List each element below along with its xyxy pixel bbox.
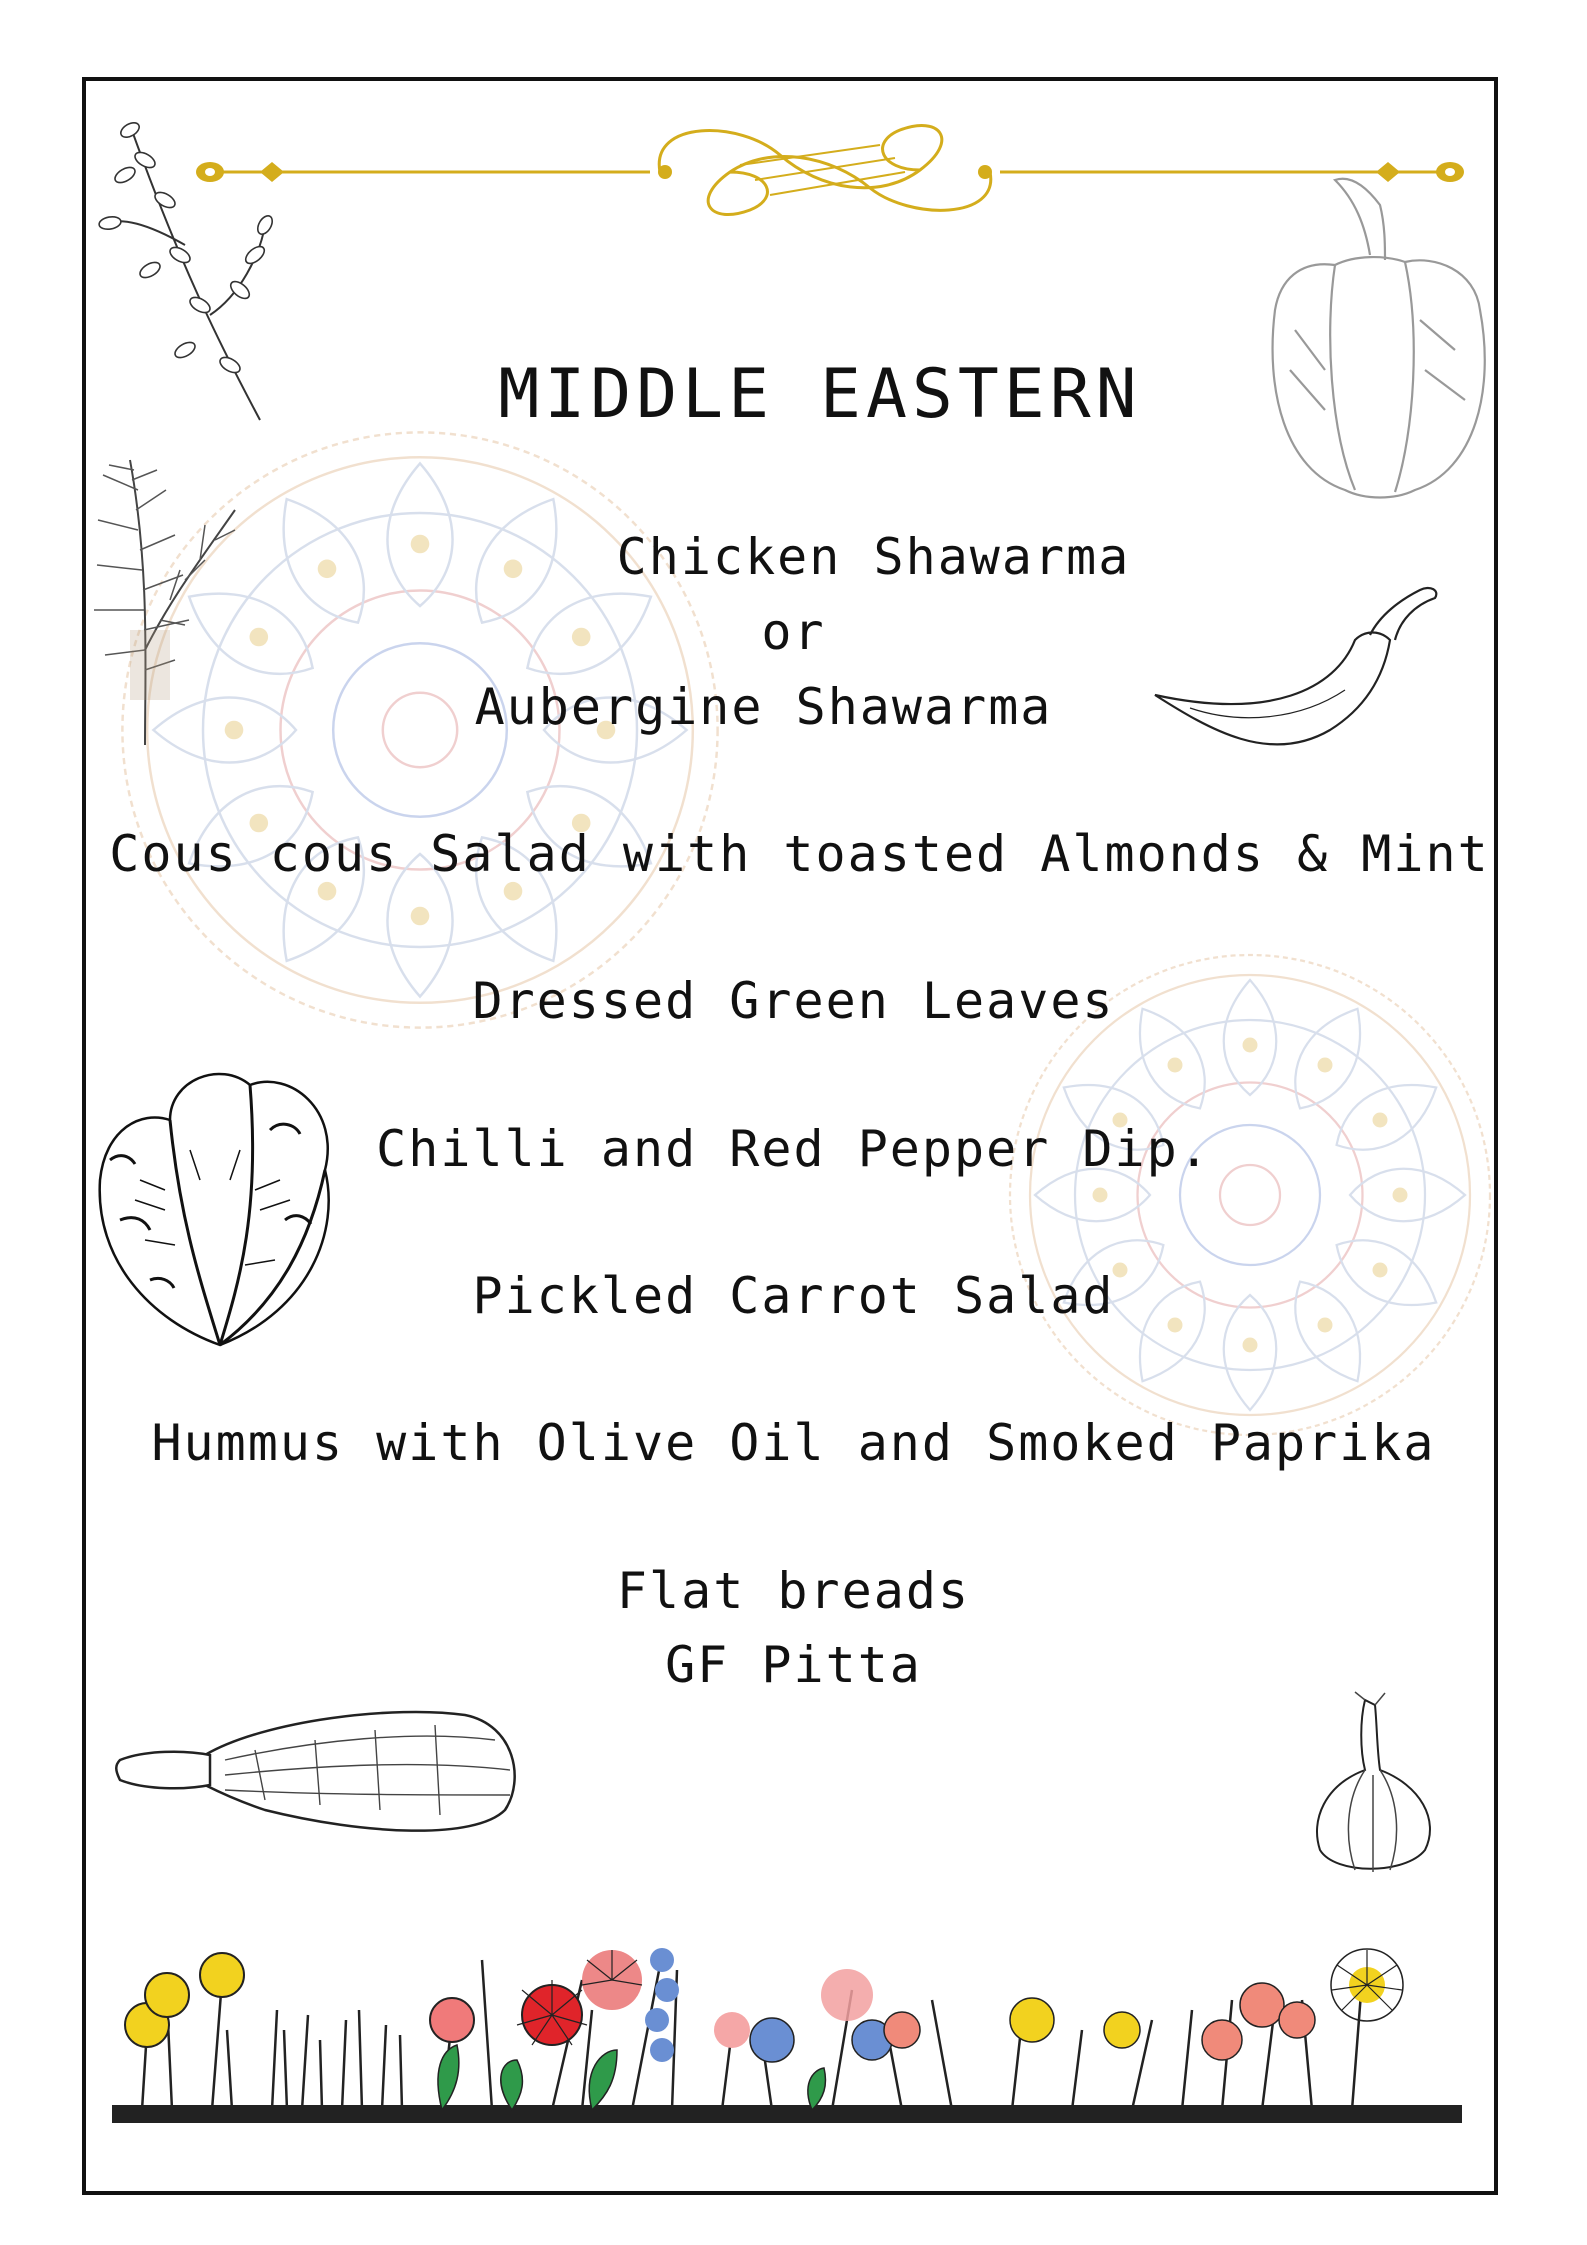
or-separator: or [761, 603, 826, 661]
bread-gf-pitta: GF Pitta [665, 1636, 922, 1694]
menu-item-hummus: Hummus with Olive Oil and Smoked Paprika [151, 1414, 1436, 1472]
menu-title: MIDDLE EASTERN [498, 355, 1142, 434]
menu-item-cous-cous: Cous cous Salad with toasted Almonds & Mint [109, 825, 1490, 883]
bell-pepper-icon [1255, 170, 1495, 505]
menu-item-green-leaves: Dressed Green Leaves [472, 972, 1115, 1030]
marrow-icon [115, 1700, 525, 1840]
bread-flat: Flat breads [616, 1562, 971, 1620]
wildflower-border-icon [112, 1920, 1462, 2130]
main-option-aubergine: Aubergine Shawarma [474, 678, 1053, 736]
main-option-chicken: Chicken Shawarma [616, 528, 1131, 586]
menu-item-carrot-salad: Pickled Carrot Salad [472, 1267, 1115, 1325]
menu-item-pepper-dip: Chilli and Red Pepper Dip. [376, 1120, 1211, 1178]
garlic-icon [1305, 1690, 1440, 1880]
